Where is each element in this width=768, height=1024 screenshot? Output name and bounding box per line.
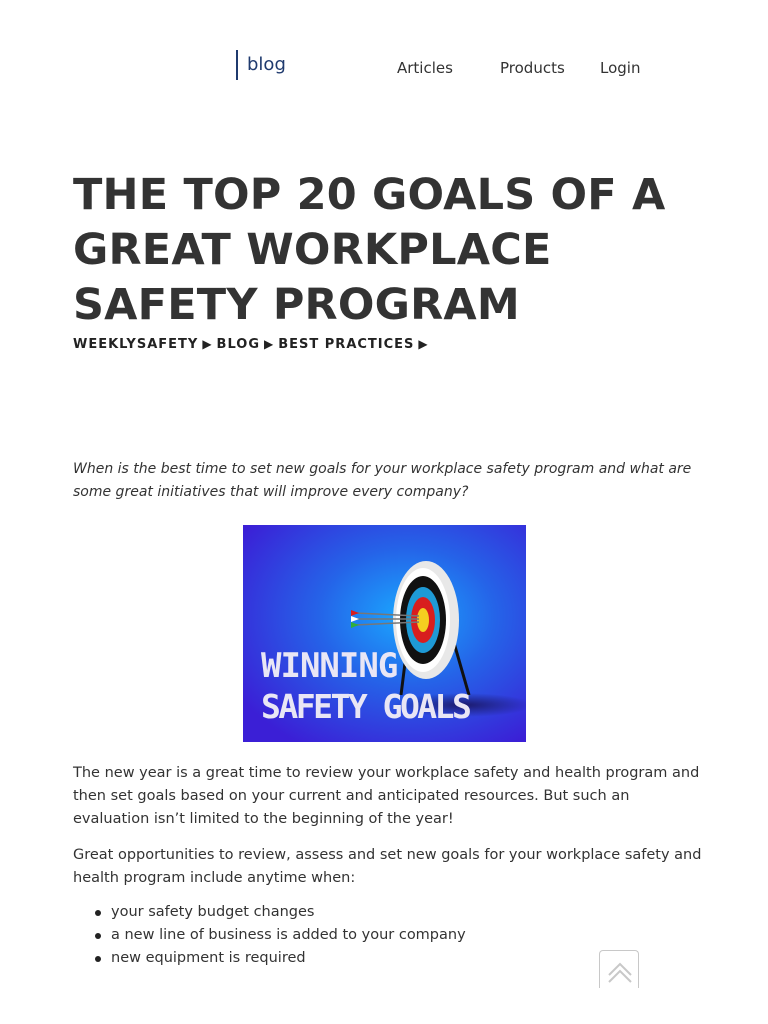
hero-line2: SAFETY GOALS xyxy=(261,687,470,726)
breadcrumb xyxy=(73,337,433,352)
logo-divider xyxy=(236,50,238,80)
article-intro: When is the best time to set new goals for your workplace safety program and what are some great initiatives that will improve every company? xyxy=(73,461,692,500)
nav-articles-link[interactable]: Articles xyxy=(397,59,453,77)
hero-image xyxy=(243,525,526,742)
blog-logo-link[interactable]: blog xyxy=(247,54,286,75)
breadcrumb-separator-icon: ▶ xyxy=(418,337,429,351)
list-item: new equipment is required xyxy=(73,947,466,970)
article-paragraph: Great opportunities to review, assess and set new goals for your workplace safety and health program include anytime when: xyxy=(73,847,702,886)
article-title: THE TOP 20 GOALS OF A GREAT WORKPLACE SAFETY PROGRAM xyxy=(73,170,666,330)
article-paragraph: The new year is a great time to review your workplace safety and health program and then set goals based on your current and anticipated resources. But such an evaluation isn’t limited to the beginning of the year! xyxy=(73,765,700,827)
breadcrumb-separator-icon: ▶ xyxy=(202,337,213,351)
list-item: your safety budget changes xyxy=(73,901,466,924)
nav-products-link[interactable]: Products xyxy=(500,59,565,77)
list-item: a new line of business is added to your company xyxy=(73,924,466,947)
site-header xyxy=(0,0,768,110)
chevron-up-icon xyxy=(605,957,635,983)
breadcrumb-blog[interactable]: BLOG xyxy=(216,337,260,352)
hero-line1: WINNING xyxy=(261,646,398,686)
goal-opportunities-list xyxy=(73,901,466,970)
breadcrumb-weeklysafety[interactable]: WEEKLYSAFETY xyxy=(73,337,199,352)
breadcrumb-separator-icon: ▶ xyxy=(264,337,275,351)
scroll-to-top-button[interactable] xyxy=(599,950,639,988)
nav-login-link[interactable]: Login xyxy=(600,59,641,77)
winning-safety-goals-graphic xyxy=(243,525,526,742)
breadcrumb-best-practices[interactable]: BEST PRACTICES xyxy=(278,337,415,352)
